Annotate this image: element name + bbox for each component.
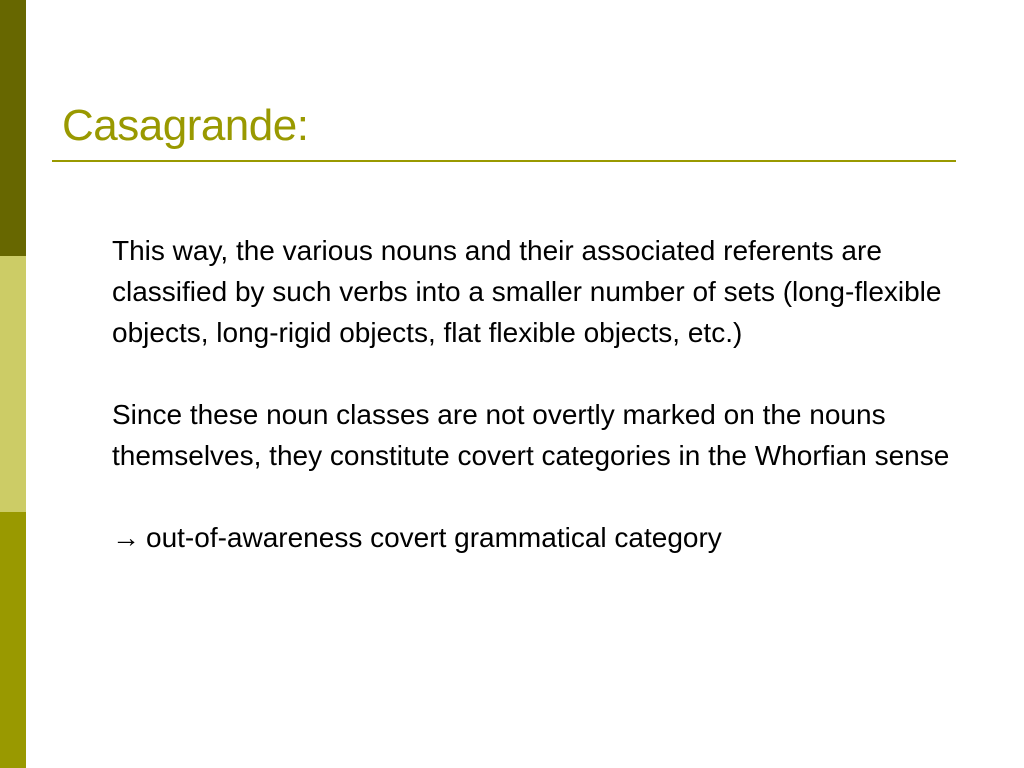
conclusion-line	[112, 517, 992, 558]
title-underline	[52, 160, 956, 162]
sidebar-segment-top	[0, 0, 26, 256]
body-paragraph: This way, the various nouns and their associated referents are classified by such verbs into a smaller number of sets (long-flexible objects, long-rigid objects, flat flexible objects, etc.)	[112, 235, 942, 348]
sidebar-segment-bottom	[0, 512, 26, 768]
sidebar-accent-bar	[0, 0, 26, 768]
sidebar-segment-middle	[0, 256, 26, 512]
right-arrow-icon: →	[112, 522, 140, 553]
body-paragraph: Since these noun classes are not overtly marked on the nouns themselves, they constitute covert categories in the Whorfian sense	[112, 399, 950, 471]
slide-title: Casagrande:	[62, 101, 309, 150]
slide-body	[112, 230, 992, 558]
conclusion-text: out-of-awareness covert grammatical category	[146, 522, 722, 553]
